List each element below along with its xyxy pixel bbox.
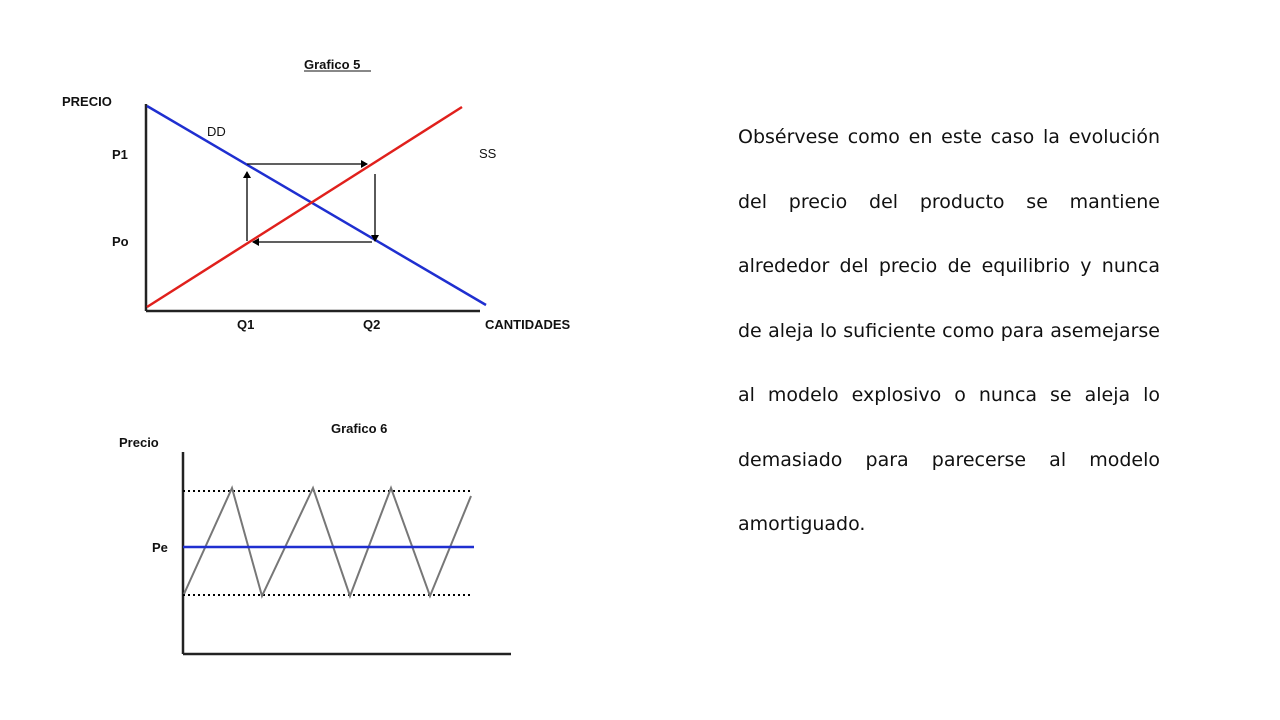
graph6 (119, 421, 511, 654)
graph5 (62, 57, 571, 332)
graph5-y-axis-label: PRECIO (62, 94, 112, 109)
graph5-title: Grafico 5 (304, 57, 361, 72)
graph6-oscillation-line (184, 488, 471, 596)
graph6-title: Grafico 6 (331, 421, 388, 436)
explanation-paragraph: Obsérvese como en este caso la evolución del precio del producto se mantiene alrededor del precio de equilibrio y nunca de aleja lo suficiente como para asemejarse al modelo explosivo o nunca se aleja lo demasiado para parecerse al modelo amortiguado. (738, 126, 1160, 535)
graph6-equilibrium-label: Pe (152, 540, 168, 555)
graph5-price-label-p1: P1 (112, 147, 128, 162)
graph5-x-axis-label: CANTIDADES (485, 317, 571, 332)
graph5-demand-label: DD (207, 124, 226, 139)
graph5-quantity-label-q2: Q2 (363, 317, 381, 332)
graph5-supply-curve (147, 107, 462, 307)
graph5-price-label-po: Po (112, 234, 129, 249)
graph5-quantity-label-q1: Q1 (237, 317, 255, 332)
graph5-supply-label: SS (479, 146, 497, 161)
graph6-y-axis-label: Precio (119, 435, 159, 450)
